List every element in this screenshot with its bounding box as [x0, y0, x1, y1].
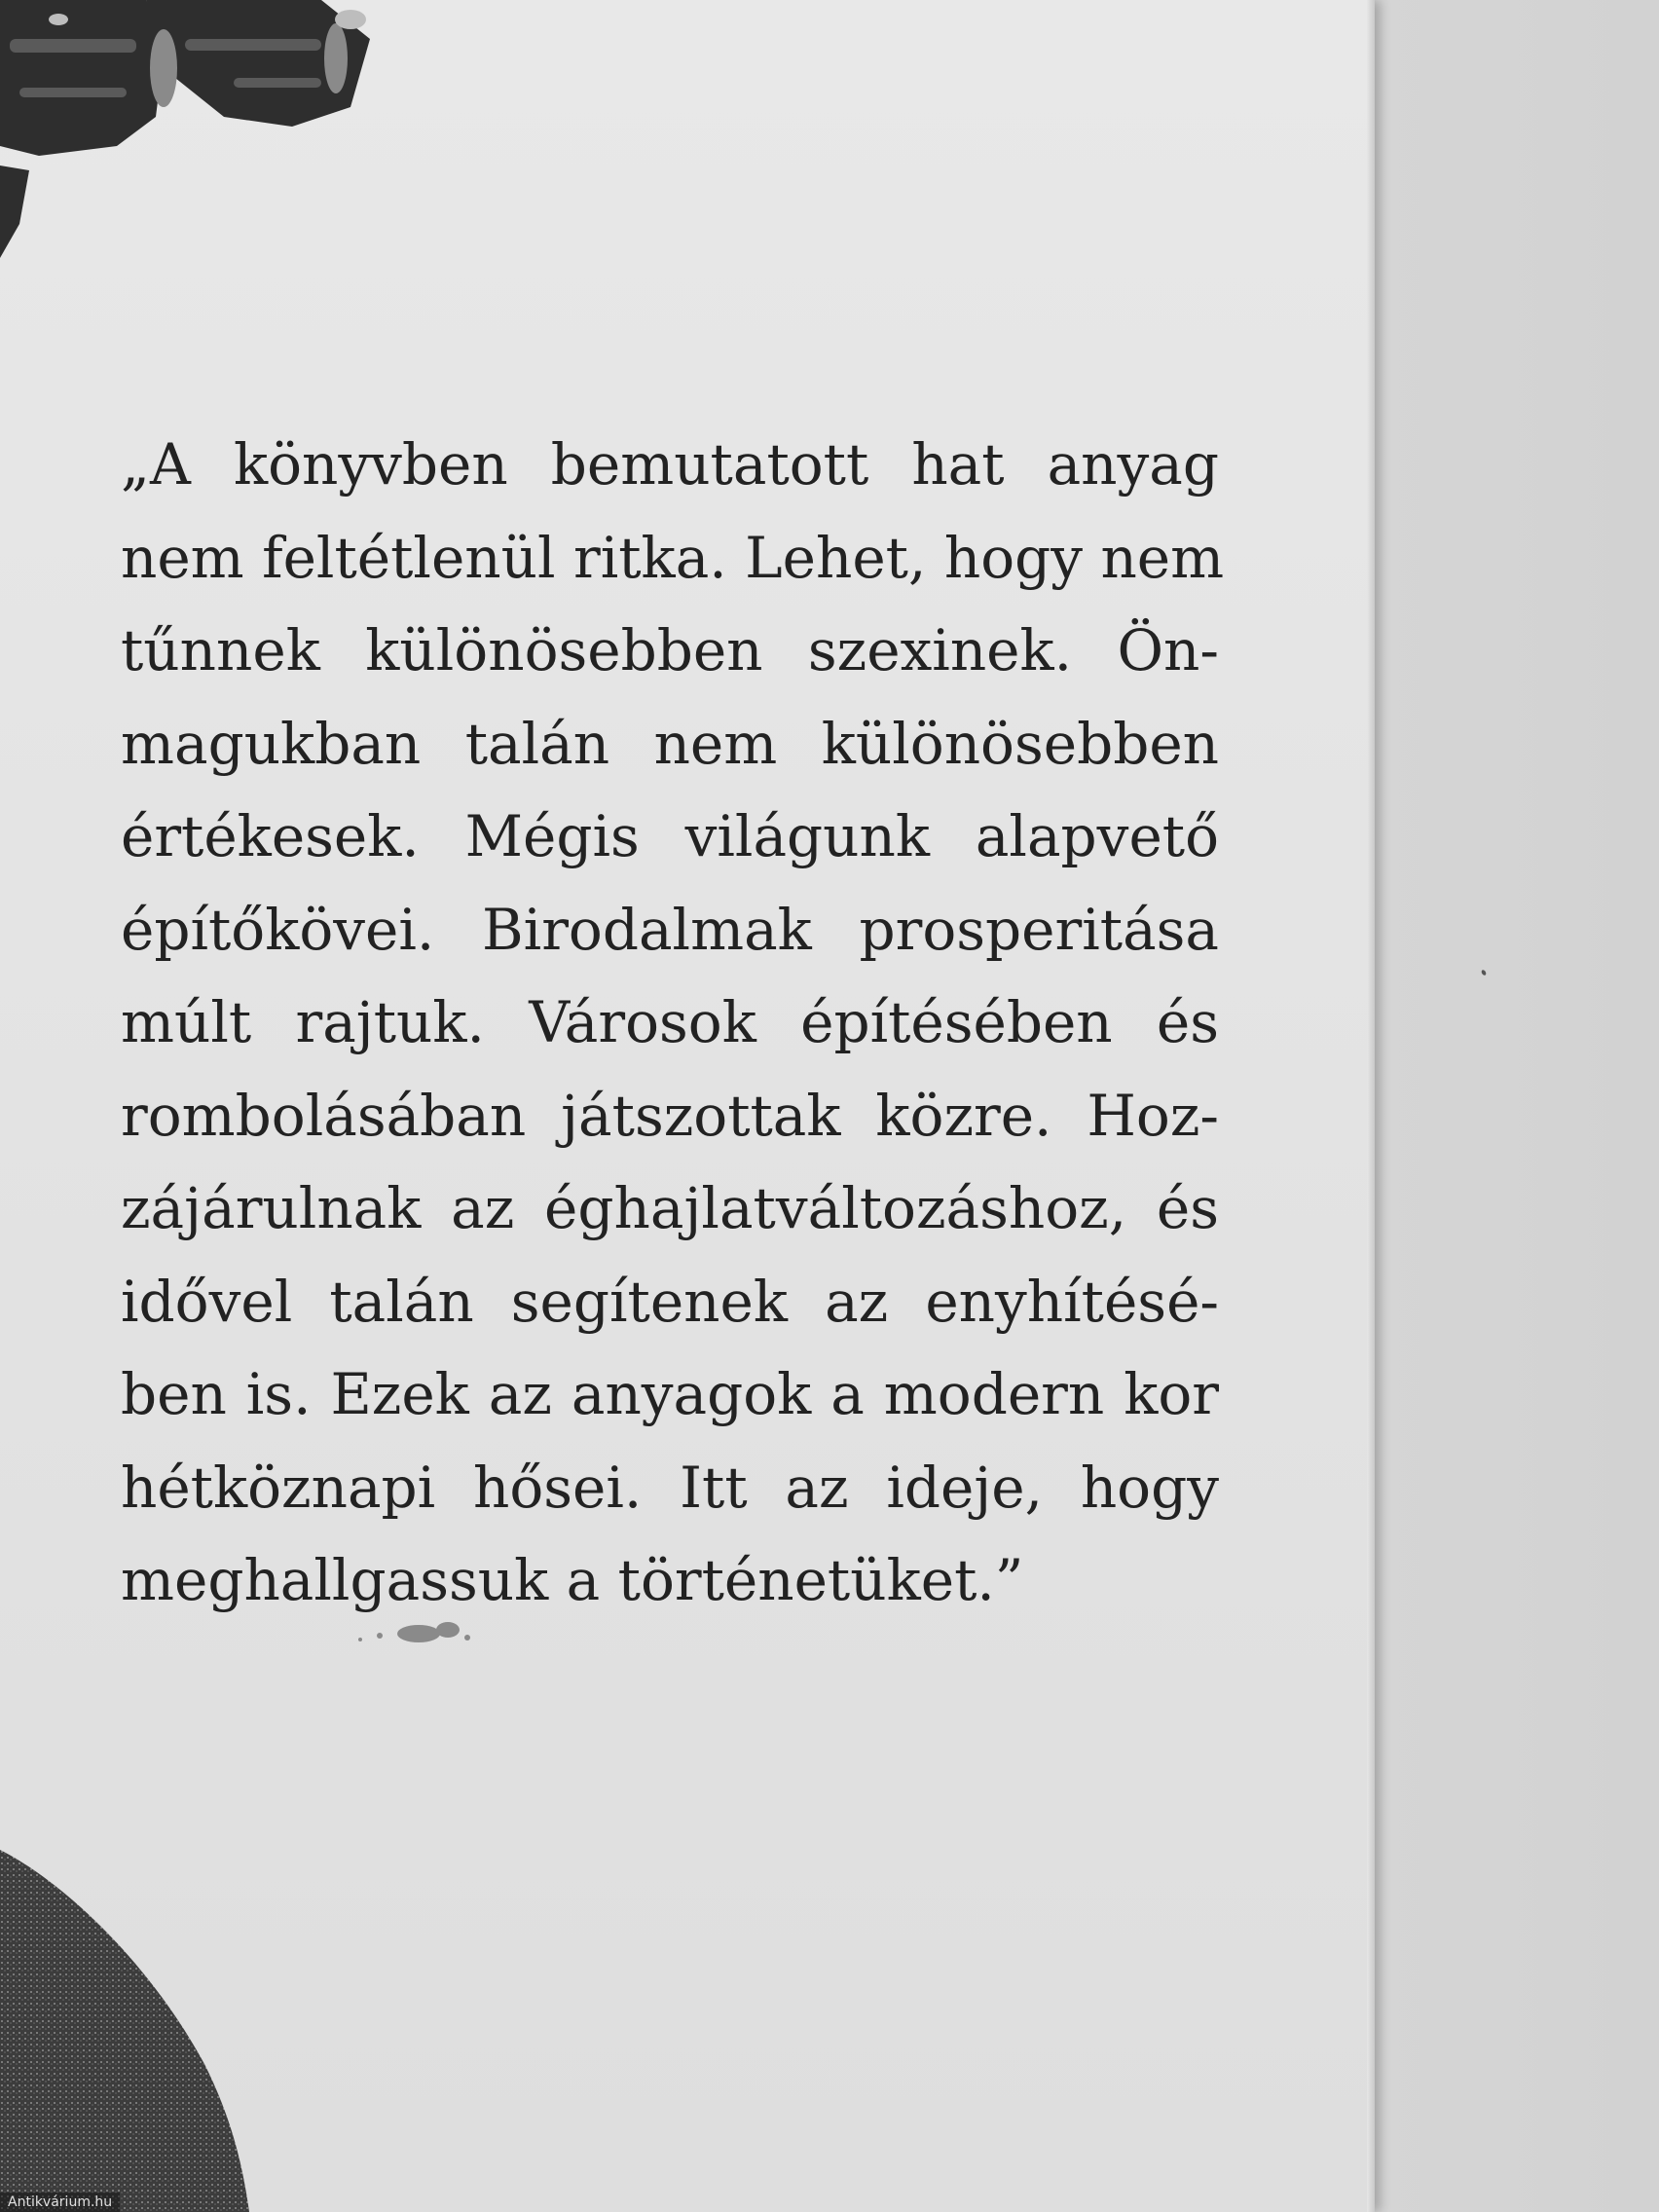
quote-line: zájárulnak az éghajlatváltozáshoz, és — [121, 1175, 1219, 1241]
quote-line: hétköznapi hősei. Itt az ideje, hogy — [121, 1454, 1219, 1521]
quote-text — [121, 419, 1225, 1628]
page-edge — [1367, 0, 1375, 2212]
quote-line: nem feltétlenül ritka. Lehet, hogy nem — [121, 524, 1225, 591]
quote-line: idővel talán segítenek az enyhítésé- — [121, 1268, 1219, 1335]
sand-pile-illustration — [0, 1850, 292, 2212]
ink-smudge — [350, 1616, 477, 1651]
watermark: Antikvárium.hu — [0, 2193, 120, 2212]
quote-line: ben is. Ezek az anyagok a modern kor — [121, 1361, 1219, 1427]
quote-line: magukban talán nem különösebben — [121, 710, 1219, 777]
quote-line: értékesek. Mégis világunk alapvető — [121, 803, 1219, 869]
quote-line: építőkövei. Birodalmak prosperitása — [121, 896, 1219, 963]
quote-line: tűnnek különösebben szexinek. Ön- — [121, 617, 1219, 683]
quote-line: rombolásában játszottak közre. Hoz- — [121, 1082, 1219, 1149]
quote-line-last: meghallgassuk a történetüket.” — [121, 1547, 1024, 1613]
sugarcane-illustration — [0, 0, 409, 263]
quote-line: „A könyvben bemutatott hat anyag — [121, 431, 1219, 498]
quote-line: múlt rajtuk. Városok építésében és — [121, 989, 1219, 1055]
